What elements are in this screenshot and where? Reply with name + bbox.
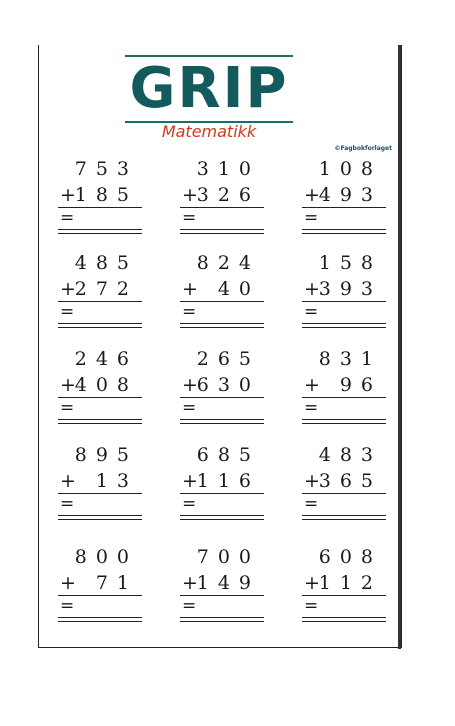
- addition-problem: [58, 252, 142, 332]
- bottom-number-row: [180, 184, 264, 208]
- answer-double-rule: [180, 617, 264, 622]
- bottom-number: 493: [318, 184, 382, 206]
- top-number-row: [302, 546, 386, 570]
- plus-sign: +: [60, 374, 76, 396]
- bottom-number-row: [58, 470, 142, 494]
- bottom-number: 116: [196, 470, 260, 492]
- bottom-number: 96: [339, 374, 382, 396]
- addition-problem: [302, 252, 386, 332]
- top-number: 895: [74, 444, 138, 466]
- page-shadow: [398, 45, 401, 649]
- answer-double-rule: [180, 229, 264, 234]
- top-number-row: [180, 158, 264, 182]
- top-number-row: [58, 252, 142, 276]
- addition-problem: [58, 348, 142, 428]
- top-number-row: [180, 348, 264, 372]
- plus-sign: +: [60, 278, 76, 300]
- equals-sign: =: [60, 494, 75, 514]
- addition-problem: [180, 546, 264, 626]
- answer-double-rule: [180, 515, 264, 520]
- bottom-number-row: [302, 470, 386, 494]
- equals-sign: =: [182, 494, 197, 514]
- equals-sign: =: [182, 398, 197, 418]
- equals-sign: =: [60, 398, 75, 418]
- top-number: 700: [196, 546, 260, 568]
- answer-double-rule: [58, 515, 142, 520]
- bottom-number-row: [302, 184, 386, 208]
- equals-sign: =: [304, 398, 319, 418]
- bottom-number-row: [180, 278, 264, 302]
- answer-double-rule: [302, 419, 386, 424]
- top-number-row: [302, 348, 386, 372]
- equals-sign: =: [182, 302, 197, 322]
- bottom-number: 393: [318, 278, 382, 300]
- addition-problem: [58, 158, 142, 238]
- plus-sign: +: [60, 184, 76, 206]
- equals-sign: =: [60, 208, 75, 228]
- addition-problem: [180, 348, 264, 428]
- bottom-number: 71: [95, 572, 138, 594]
- bottom-number: 272: [74, 278, 138, 300]
- top-number: 310: [196, 158, 260, 180]
- addition-problem: [58, 444, 142, 524]
- plus-sign: +: [182, 572, 198, 594]
- equals-sign: =: [304, 302, 319, 322]
- top-number-row: [302, 158, 386, 182]
- bottom-number: 40: [217, 278, 260, 300]
- addition-problem: [180, 444, 264, 524]
- bottom-number-row: [302, 572, 386, 596]
- grip-logo: [125, 55, 293, 122]
- addition-problem: [302, 444, 386, 524]
- plus-sign: +: [60, 572, 76, 594]
- plus-sign: +: [304, 278, 320, 300]
- equals-sign: =: [182, 596, 197, 616]
- bottom-number: 630: [196, 374, 260, 396]
- equals-sign: =: [60, 302, 75, 322]
- equals-sign: =: [60, 596, 75, 616]
- logo-subtitle: Matematikk: [161, 122, 257, 141]
- bottom-number-row: [58, 572, 142, 596]
- bottom-number-row: [302, 278, 386, 302]
- answer-double-rule: [58, 617, 142, 622]
- top-number: 824: [196, 252, 260, 274]
- equals-sign: =: [304, 494, 319, 514]
- plus-sign: +: [304, 184, 320, 206]
- top-number: 753: [74, 158, 138, 180]
- addition-problem: [58, 546, 142, 626]
- answer-double-rule: [180, 419, 264, 424]
- answer-double-rule: [58, 323, 142, 328]
- bottom-number: 149: [196, 572, 260, 594]
- top-number: 265: [196, 348, 260, 370]
- addition-problem: [180, 158, 264, 238]
- answer-double-rule: [58, 419, 142, 424]
- answer-double-rule: [180, 323, 264, 328]
- bottom-number: 13: [95, 470, 138, 492]
- answer-double-rule: [302, 229, 386, 234]
- plus-sign: +: [60, 470, 76, 492]
- top-number-row: [58, 348, 142, 372]
- plus-sign: +: [182, 470, 198, 492]
- plus-sign: +: [182, 184, 198, 206]
- answer-double-rule: [58, 229, 142, 234]
- bottom-number-row: [58, 184, 142, 208]
- equals-sign: =: [304, 208, 319, 228]
- addition-problem: [302, 348, 386, 428]
- copyright-notice: ©Fagbokforlaget: [334, 145, 392, 152]
- plus-sign: +: [304, 470, 320, 492]
- top-number: 608: [318, 546, 382, 568]
- plus-sign: +: [304, 374, 320, 396]
- bottom-number: 185: [74, 184, 138, 206]
- addition-problem: [302, 158, 386, 238]
- bottom-number-row: [180, 572, 264, 596]
- top-number: 685: [196, 444, 260, 466]
- top-number: 246: [74, 348, 138, 370]
- top-number-row: [302, 444, 386, 468]
- addition-problem: [180, 252, 264, 332]
- bottom-number-row: [180, 374, 264, 398]
- bottom-number-row: [58, 278, 142, 302]
- top-number-row: [180, 546, 264, 570]
- answer-double-rule: [302, 617, 386, 622]
- plus-sign: +: [304, 572, 320, 594]
- bottom-number: 326: [196, 184, 260, 206]
- logo-title: GRIP: [129, 56, 289, 121]
- addition-problem: [302, 546, 386, 626]
- top-number: 800: [74, 546, 138, 568]
- bottom-number: 365: [318, 470, 382, 492]
- top-number: 485: [74, 252, 138, 274]
- top-number: 831: [318, 348, 382, 370]
- answer-double-rule: [302, 515, 386, 520]
- top-number-row: [180, 444, 264, 468]
- plus-sign: +: [182, 278, 198, 300]
- bottom-number-row: [58, 374, 142, 398]
- top-number-row: [58, 444, 142, 468]
- bottom-number-row: [302, 374, 386, 398]
- bottom-number: 408: [74, 374, 138, 396]
- top-number-row: [58, 546, 142, 570]
- answer-double-rule: [302, 323, 386, 328]
- top-number: 158: [318, 252, 382, 274]
- equals-sign: =: [182, 208, 197, 228]
- top-number-row: [302, 252, 386, 276]
- equals-sign: =: [304, 596, 319, 616]
- top-number: 108: [318, 158, 382, 180]
- plus-sign: +: [182, 374, 198, 396]
- top-number-row: [58, 158, 142, 182]
- top-number-row: [180, 252, 264, 276]
- bottom-number-row: [180, 470, 264, 494]
- top-number: 483: [318, 444, 382, 466]
- bottom-number: 112: [318, 572, 382, 594]
